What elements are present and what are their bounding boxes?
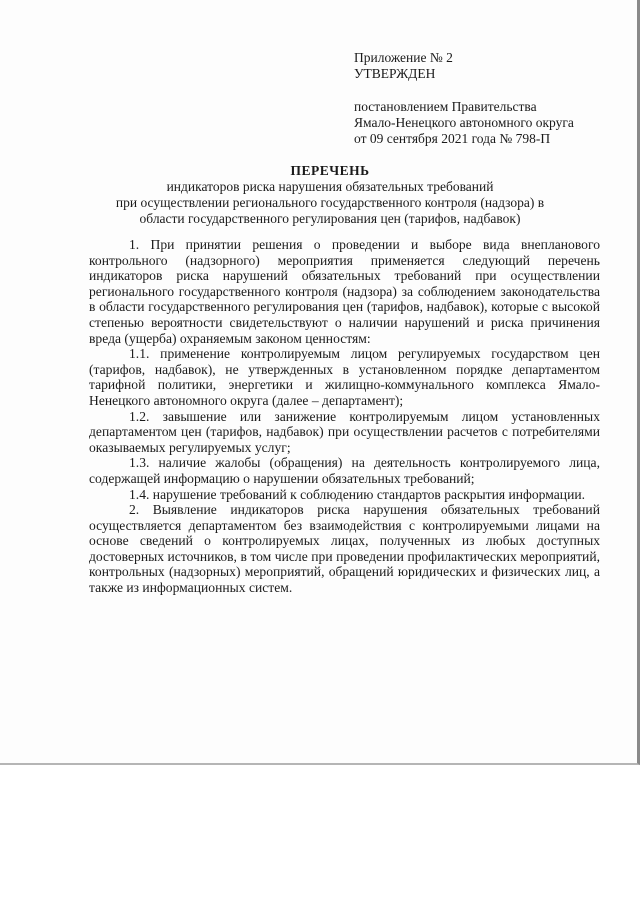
paragraph-2: 2. Выявление индикаторов риска нарушения обязательных требований осуществляется департаментом без взаимодействия с контролируемыми лицами на основе сведений о контролируемых лицах, полученных из любых доступных достоверных источников, в том числе при проведении профилактических мероприятий, контрольных (надзорных) мероприятий, обращений юридических и физических лиц, а также из информационных систем.	[89, 502, 600, 596]
approved-label: УТВЕРЖДЕН	[354, 66, 436, 81]
document-body	[89, 237, 600, 596]
approval-line-3: от 09 сентября 2021 года № 798-П	[354, 131, 551, 146]
appendix-number: Приложение № 2	[354, 50, 453, 65]
paragraph-1-1: 1.1. применение контролируемым лицом регулируемых государством цен (тарифов, надбавок), не утвержденных в установленном порядке департаментом тарифной политики, энергетики и жилищно-коммунального комплекса Ямало-Ненецкого автономного округа (далее – департамент);	[89, 346, 600, 408]
approval-line-2: Ямало-Ненецкого автономного округа	[354, 115, 574, 130]
heading-line-1: индикаторов риска нарушения обязательных требований	[166, 179, 494, 194]
paragraph-1-2: 1.2. завышение или занижение контролируемым лицом установленных департаментом цен (тарифов, надбавок) при осуществлении расчетов с потребителями оказываемых регулируемых услуг;	[89, 408, 600, 455]
heading-line-2: при осуществлении регионального государственного контроля (надзора) в	[115, 195, 545, 210]
document-title: ПЕРЕЧЕНЬ	[290, 163, 370, 178]
paragraph-1-4: 1.4. нарушение требований к соблюдению стандартов раскрытия информации.	[129, 486, 586, 502]
heading-line-3: области государственного регулирования цен (тарифов, надбавок)	[139, 211, 521, 226]
approval-line-1: постановлением Правительства	[354, 99, 537, 114]
paragraph-1-3: 1.3. наличие жалобы (обращения) на деятельность контролируемого лица, содержащей информацию о нарушении обязательных требований;	[89, 455, 600, 486]
approval-block	[354, 50, 574, 147]
paragraph-1: 1. При принятии решения о проведении и выборе вида внепланового контрольного (надзорного) мероприятия применяется следующий перечень индикаторов риска нарушений обязательных требований при осуществлении регионального государственного контроля (надзора) за соблюдением законодательства в области государственного регулирования цен (тарифов, надбавок), которые с высокой степенью вероятности свидетельствуют о наличии нарушений и риска причинения вреда (ущерба) охраняемым законом ценностям:	[89, 237, 600, 346]
blank-background	[0, 767, 640, 905]
document-heading	[80, 163, 580, 227]
